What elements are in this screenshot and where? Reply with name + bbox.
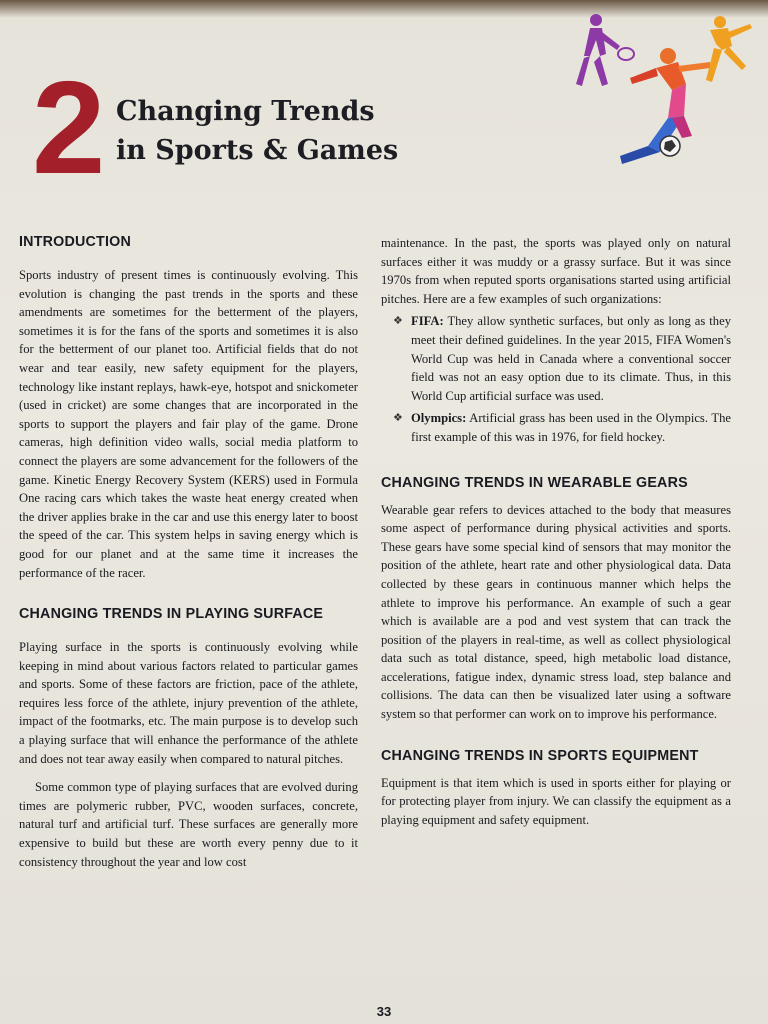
sports-equipment-paragraph: Equipment is that item which is used in sports either for playing or for protecting player from injury. We can classify the equipment as a playing equipment and safety equipment. — [381, 775, 731, 827]
playing-surface-paragraph-1: Playing surface in the sports is continuously evolving while keeping in mind about various factors related to particular games and sports. Some of these factors are friction, pace of the athlete, requires less force of the athlete, injury prevention of the athlete, impact of the footmarks, etc. The main purpose is to develop such a playing surface that will enhance the performance of the athlete and does not tear away easily when compared to natural pitches. — [19, 640, 358, 766]
introduction-paragraph: Sports industry of present times is continuously evolving. This evolution is changing the past trends in the sports and these amendments are sometimes for the betterment of the players, sometimes it is for the fans of the sports and sometimes it is also for the betterment of our planet too. Artificial fields that do not wear and tear easily, new safety equipment for the players, technology like instant replays, hawk-eye, hotspot and snickometer (used in cricket) are some changes that are incorporated in the sports to support the players and fair play of the game. Drone cameras, high definition video walls, social media platform to connect the players are some advancement for the followers of the game. Kinetic Energy Recovery System (KERS) used in Formula One racing cars which takes the waste heat energy created when the driver applies brake in the car and use this energy later to boost the speed of the car. This system helps in saving energy which is good for our planet and at the same time it increases the performance of the racer. — [19, 268, 358, 580]
chapter-number: 2 — [32, 54, 102, 201]
wearable-gears-heading: CHANGING TRENDS IN WEARABLE GEARS — [381, 474, 688, 491]
list-item-olympics — [381, 409, 731, 446]
playing-surface-paragraph-3: maintenance. In the past, the sports was played only on natural surfaces either it was muddy or a grassy surface. But it was since 1970s from when reputed sports organisations started using artificial pitches. Here are a few examples of such organizations: — [381, 236, 731, 306]
diamond-bullet-icon: ❖ — [393, 412, 403, 425]
list-item-fifa — [381, 312, 731, 405]
list-item-term: Olympics: — [411, 411, 467, 426]
playing-surface-paragraph-2: Some common type of playing surfaces that are evolved during times are polymeric rubber, PVC, wooden surfaces, concrete, natural turf and artificial turf. These surfaces are generally more expensive to build but these are worth every penny due to it consistency throughout the year and low cost — [19, 780, 358, 869]
page-number: 33 — [376, 1004, 392, 1019]
introduction-heading: INTRODUCTION — [19, 234, 132, 250]
list-item-text: They allow synthetic surfaces, but only as long as they meet their defined guidelines. In the year 2015, FIFA Women's World Cup was held in Canada where a conventional soccer field was not an easy option due to its climate. Thus, in this World Cup artificial surface was used. — [411, 314, 731, 403]
right-column — [381, 234, 731, 829]
diamond-bullet-icon: ❖ — [393, 315, 403, 328]
organization-list — [381, 312, 731, 446]
list-item-text: Artificial grass has been used in the Olympics. The first example of this was in 1976, for field hockey. — [411, 411, 731, 444]
sports-equipment-heading: CHANGING TRENDS IN SPORTS EQUIPMENT — [381, 747, 699, 764]
chapter-title — [116, 92, 398, 170]
sports-illustration-icon — [560, 6, 768, 178]
chapter-title-line-2: in Sports & Games — [116, 135, 399, 166]
left-column — [19, 232, 358, 871]
wearable-gears-paragraph: Wearable gear refers to devices attached to the body that measures some aspect of performance during physical activities and sports. These gears have some special kind of sensors that may monitor the position of the athlete, heart rate and other physiological data. Data collected by these gears in continuous manner which helps the athlete to improve his performance. An example of such a gear which is available are a pod and vest system that can track the position of the players in real-time, as well as collect physiological data such as total distance, speed, high metabolic load distance, accelerations, fatigue index, dynamic stress load, step balance and collisions. The data can then be visualized later using a software system so that performer can work on to improve his performance. — [381, 502, 731, 722]
list-item-term: FIFA: — [411, 314, 444, 329]
chapter-title-line-1: Changing Trends — [116, 96, 375, 127]
playing-surface-heading: CHANGING TRENDS IN PLAYING SURFACE — [19, 606, 324, 623]
